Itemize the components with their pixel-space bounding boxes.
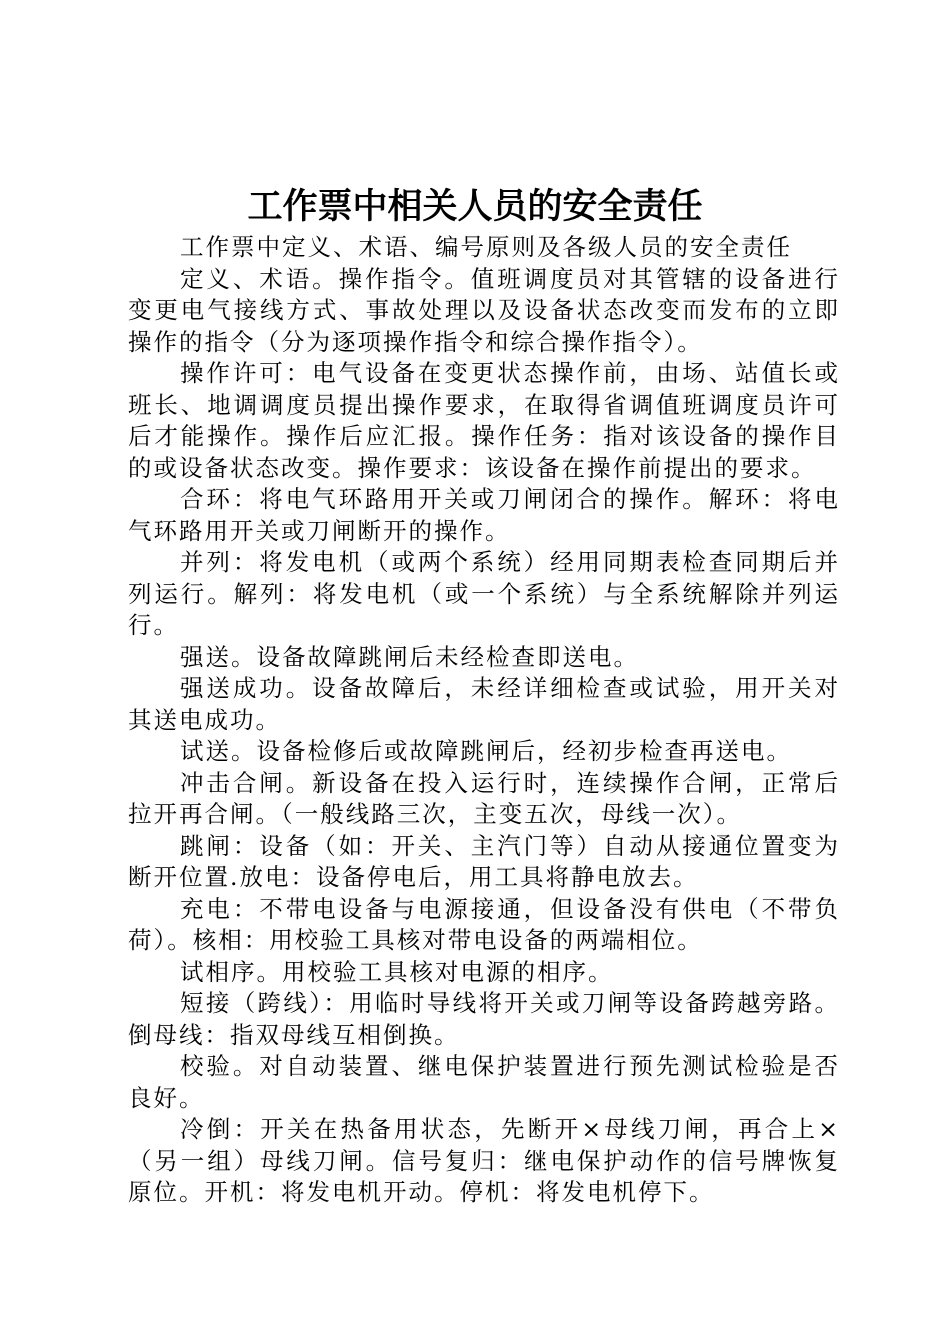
paragraph-calibration: 校验。对自动装置、继电保护装置进行预先测试检验是否良好。: [128, 1052, 840, 1112]
paragraph-cold-switching: 冷倒：开关在热备用状态，先断开×母线刀闸，再合上×（另一组）母线刀闸。信号复归：继电保护动作的信号牌恢复原位。开机：将发电机开动。停机：将发电机停下。: [128, 1115, 840, 1206]
paragraph-tripping: 跳闸：设备（如：开关、主汽门等）自动从接通位置变为断开位置.放电：设备停电后，用工具将静电放去。: [128, 831, 840, 891]
paragraph-trial-energizing: 试送。设备检修后或故障跳闸后，经初步检查再送电。: [180, 737, 792, 765]
paragraph-phase-sequence: 试相序。用校验工具核对电源的相序。: [180, 957, 614, 986]
paragraph-charging: 充电：不带电设备与电源接通，但设备没有供电（不带负荷）。核相：用校验工具核对带电设备的两端相位。: [128, 894, 840, 954]
paragraph-operation-command: 定义、术语。操作指令。值班调度员对其管辖的设备进行变更电气接线方式、事故处理以及设备状态改变而发布的立即操作的指令（分为逐项操作指令和综合操作指令）。: [128, 264, 840, 356]
document-body: [128, 232, 840, 1209]
paragraph-intro: 工作票中定义、术语、编号原则及各级人员的安全责任: [180, 233, 792, 261]
paragraph-loop-closing: 合环：将电气环路用开关或刀闸闭合的操作。解环：将电气环路用开关或刀闸断开的操作。: [128, 485, 840, 545]
paragraph-short-connection: 短接（跨线）：用临时导线将开关或刀闸等设备跨越旁路。倒母线：指双母线互相倒换。: [128, 989, 840, 1049]
paragraph-operation-permission: 操作许可：电气设备在变更状态操作前，由场、站值长或班长、地调调度员提出操作要求，在取得省调值班调度员许可后才能操作。操作后应汇报。操作任务：指对该设备的操作目的或设备状态改变。操作要求：该设备在操作前提出的要求。: [128, 359, 840, 482]
document-title: 工作票中相关人员的安全责任: [247, 186, 703, 227]
paragraph-forced-energizing: 强送。设备故障跳闸后未经检查即送电。: [180, 642, 639, 671]
paragraph-impulse-closing: 冲击合闸。新设备在投入运行时，连续操作合闸，正常后拉开再合闸。（一般线路三次，主变五次，母线一次）。: [128, 768, 840, 828]
paragraph-paralleling: 并列：将发电机（或两个系统）经用同期表检查同期后并列运行。解列：将发电机（或一个系统）与全系统解除并列运行。: [128, 548, 840, 639]
paragraph-forced-energizing-success: 强送成功。设备故障后，未经详细检查或试验，用开关对其送电成功。: [128, 674, 840, 734]
